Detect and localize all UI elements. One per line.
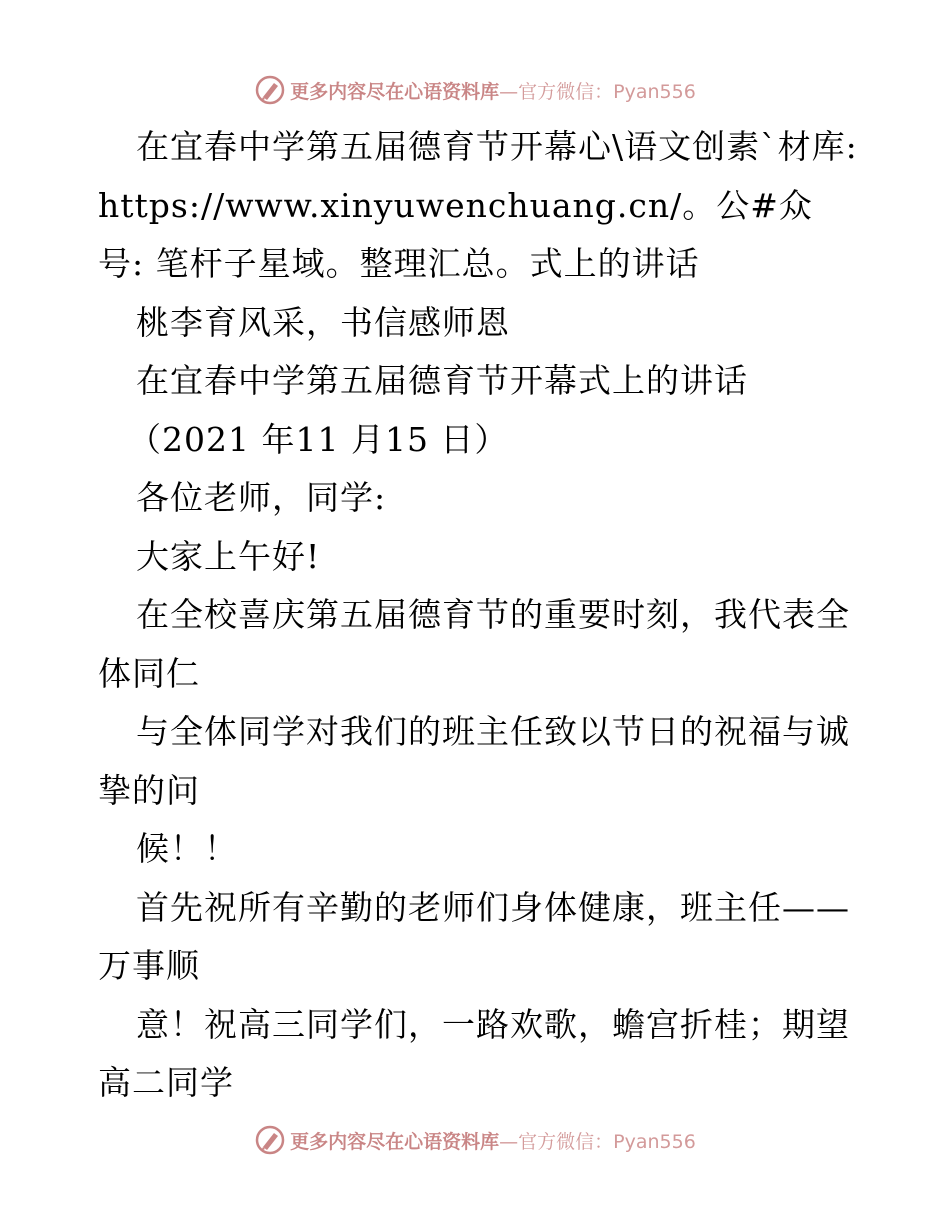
paragraph-body-4: 首先祝所有辛勤的老师们身体健康，班主任——万事顺 <box>98 887 850 985</box>
banner-wechat-text: —官方微信：Pyan556 <box>499 1130 696 1153</box>
banner-main-text: 更多内容尽在心语资料库 <box>290 1130 500 1153</box>
paragraph-body-3: 候！！ <box>136 829 238 868</box>
paragraph-intro: 在宜春中学第五届德育节开幕心\语文创素`材库: https://www.xinyuwenchuang.cn/。公#众号: 笔杆子星域。整理汇总。式上的讲话 <box>98 127 858 283</box>
pen-logo-icon <box>254 74 286 106</box>
pen-logo-icon <box>254 1124 286 1156</box>
paragraph-body-2: 与全体同学对我们的班主任致以节日的祝福与诚挚的问 <box>98 712 850 810</box>
document-body <box>98 118 858 1113</box>
paragraph-salutation: 各位老师，同学: <box>136 478 387 517</box>
footer-watermark-banner <box>0 1120 950 1160</box>
paragraph-body-1: 在全校喜庆第五届德育节的重要时刻，我代表全体同仁 <box>98 595 850 693</box>
header-watermark-banner <box>0 70 950 110</box>
paragraph-body-5: 意！祝高三同学们，一路欢歌，蟾宫折桂；期望高二同学 <box>98 1004 850 1102</box>
paragraph-date: （2021 年11 月15 日） <box>128 419 509 459</box>
banner-main-text: 更多内容尽在心语资料库 <box>290 80 500 103</box>
banner-wechat-text: —官方微信：Pyan556 <box>499 80 696 103</box>
paragraph-subtitle: 桃李育风采，书信感师恩 <box>136 302 510 342</box>
paragraph-title: 在宜春中学第五届德育节开幕式上的讲话 <box>136 361 748 400</box>
paragraph-greeting: 大家上午好! <box>136 536 321 576</box>
